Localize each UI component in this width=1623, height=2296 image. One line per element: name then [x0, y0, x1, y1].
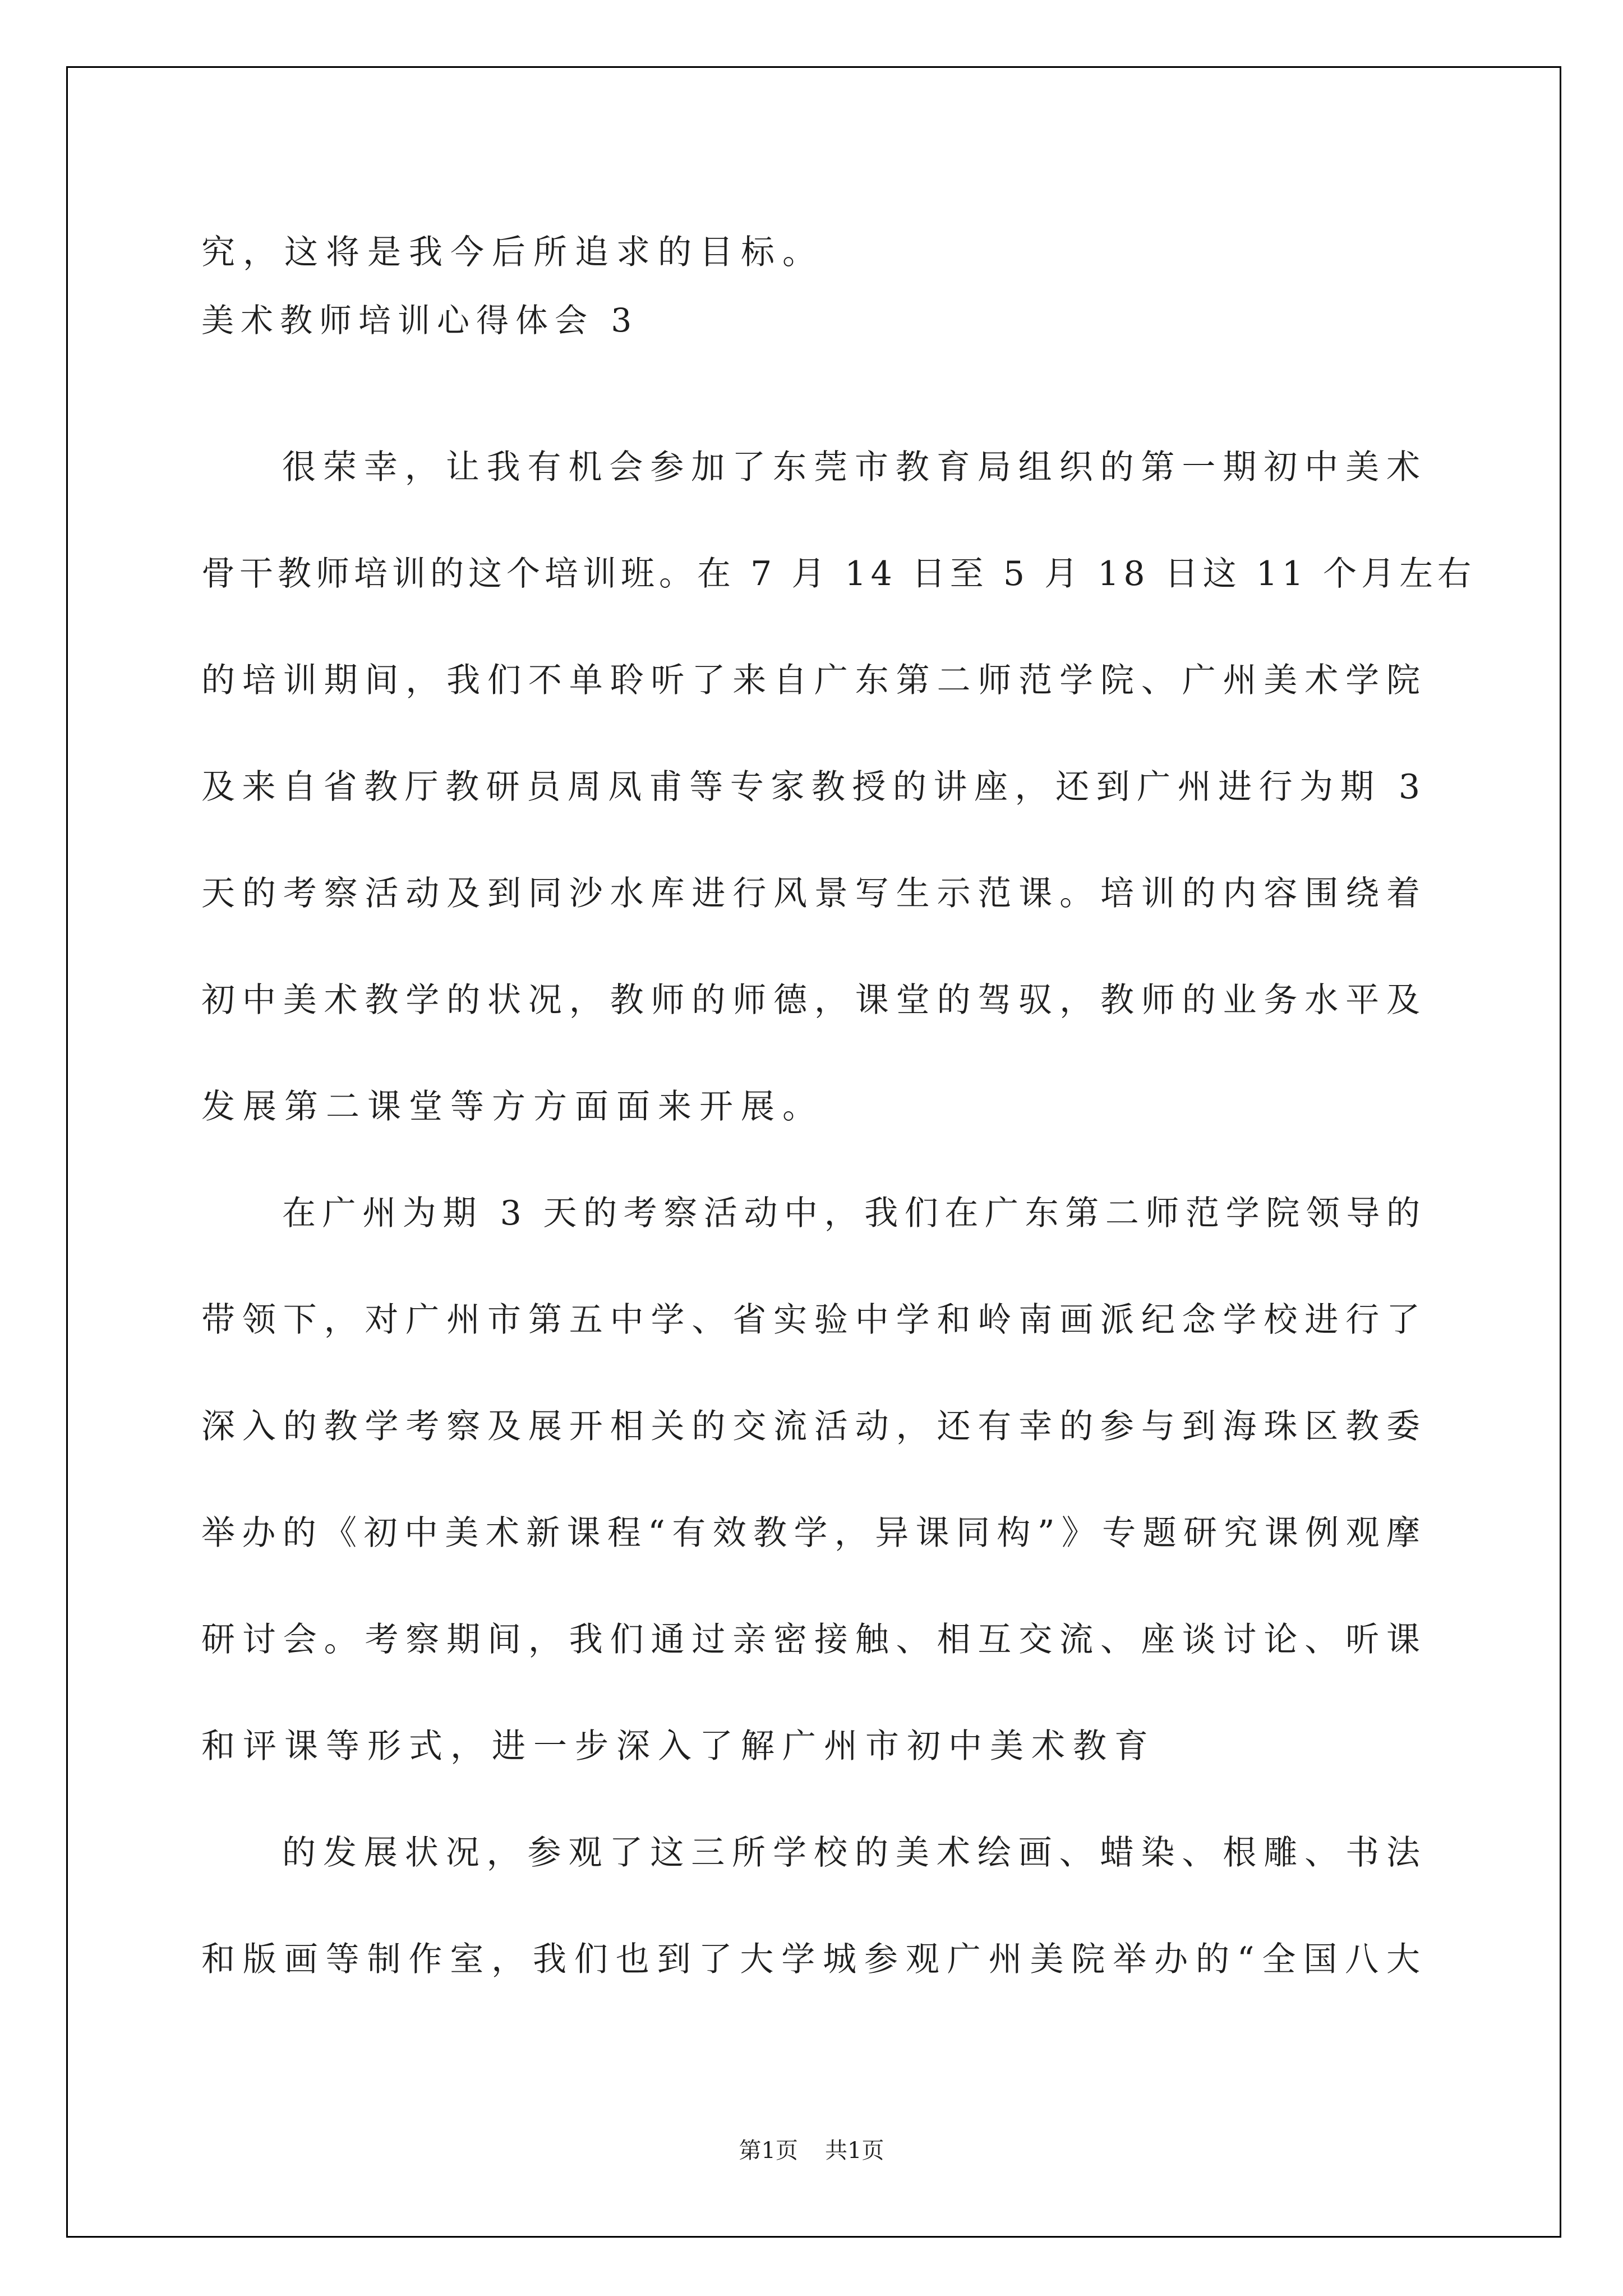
paragraph-spacer — [201, 355, 1424, 414]
page-footer — [0, 2137, 1623, 2164]
text-line: 天的考察活动及到同沙水库进行风景写生示范课。培训的内容围绕着 — [201, 874, 1424, 913]
text-line: 发展第二课堂等方方面面来开展。 — [201, 1087, 824, 1126]
text-line: 举办的《初中美术新课程“有效教学，异课同构”》专题研究课例观摩 — [201, 1513, 1424, 1553]
page-number: 第1页 — [739, 2138, 798, 2164]
text-line: 带领下，对广州市第五中学、省实验中学和岭南画派纪念学校进行了 — [201, 1300, 1424, 1340]
text-line: 究，这将是我今后所追求的目标。 — [201, 233, 824, 272]
text-line: 骨干教师培训的这个培训班。在 7 月 14 日至 5 月 18 日这 11 个月左右 — [201, 554, 1476, 593]
text-line: 的发展状况，参观了这三所学校的美术绘画、蜡染、根雕、书法 — [282, 1833, 1424, 1872]
document-body — [201, 219, 1476, 2013]
section-heading: 美术教师培训心得体会 3 — [201, 301, 639, 339]
text-line: 初中美术教学的状况，教师的师德，课堂的驾驭，教师的业务水平及 — [201, 981, 1424, 1020]
text-line: 及来自省教厅教研员周凤甫等专家教授的讲座，还到广州进行为期 3 — [201, 767, 1424, 807]
text-line: 的培训期间，我们不单聆听了来自广东第二师范学院、广州美术学院 — [201, 661, 1424, 700]
text-line: 研讨会。考察期间，我们通过亲密接触、相互交流、座谈讨论、听课 — [201, 1620, 1424, 1659]
text-line: 很荣幸，让我有机会参加了东莞市教育局组织的第一期初中美术 — [282, 448, 1424, 487]
text-line: 在广州为期 3 天的考察活动中，我们在广东第二师范学院领导的 — [282, 1194, 1424, 1233]
page-total: 共1页 — [825, 2138, 884, 2164]
text-line: 深入的教学考察及展开相关的交流活动，还有幸的参与到海珠区教委 — [201, 1407, 1424, 1446]
text-line: 和评课等形式，进一步深入了解广州市初中美术教育 — [201, 1727, 1156, 1766]
text-line: 和版画等制作室，我们也到了大学城参观广州美院举办的“全国八大 — [201, 1940, 1424, 1979]
